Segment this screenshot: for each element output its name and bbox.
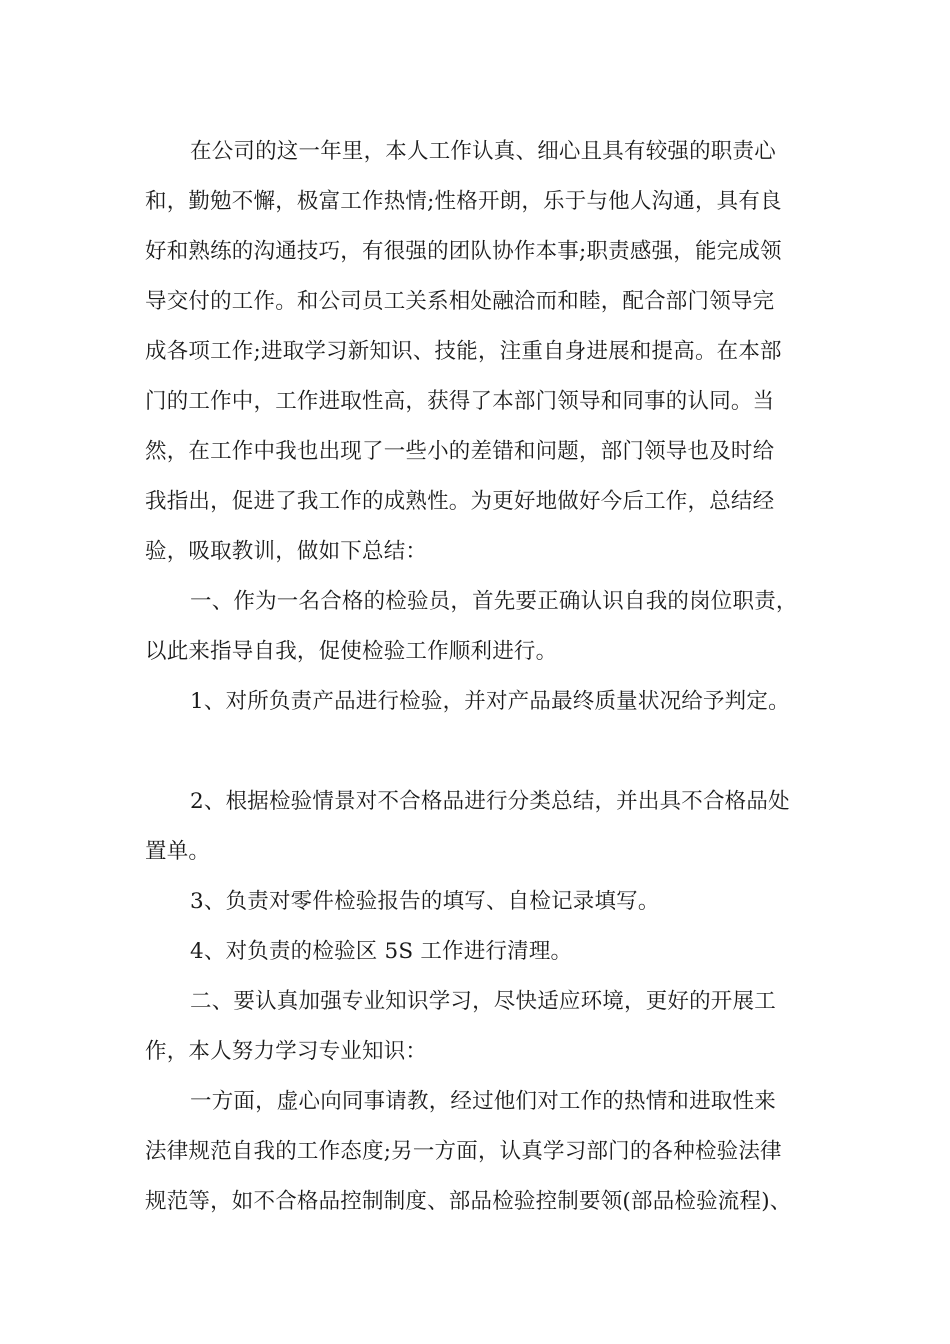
list-item: 1、对所负责产品进行检验，并对产品最终质量状况给予判定。 <box>190 689 790 714</box>
paragraph-line: 规范等，如不合格品控制制度、部品检验控制要领(部品检验流程)、 <box>145 1189 792 1214</box>
paragraph-line: 我指出，促进了我工作的成熟性。为更好地做好今后工作，总结经 <box>145 489 775 514</box>
list-item: 2、根据检验情景对不合格品进行分类总结，并出具不合格品处 <box>190 789 790 814</box>
list-item: 3、负责对零件检验报告的填写、自检记录填写。 <box>190 889 660 914</box>
paragraph-line: 好和熟练的沟通技巧，有很强的团队协作本事;职责感强，能完成领 <box>145 239 782 264</box>
paragraph-line: 法律规范自我的工作态度;另一方面，认真学习部门的各种检验法律 <box>145 1139 782 1164</box>
paragraph-line: 导交付的工作。和公司员工关系相处融洽而和睦，配合部门领导完 <box>145 289 775 314</box>
paragraph-line: 一方面，虚心向同事请教，经过他们对工作的热情和进取性来 <box>190 1089 776 1114</box>
section-heading-line: 二、要认真加强专业知识学习，尽快适应环境，更好的开展工 <box>190 989 776 1014</box>
section-heading-line: 一、作为一名合格的检验员，首先要正确认识自我的岗位职责， <box>190 589 798 614</box>
list-item-continuation: 置单。 <box>145 839 211 864</box>
paragraph-line: 成各项工作;进取学习新知识、技能，注重自身进展和提高。在本部 <box>145 339 782 364</box>
paragraph-line: 作，本人努力学习专业知识： <box>145 1039 428 1064</box>
paragraph-line: 在公司的这一年里，本人工作认真、细心且具有较强的职责心 <box>190 139 776 164</box>
paragraph-line: 然，在工作中我也出现了一些小的差错和问题，部门领导也及时给 <box>145 439 775 464</box>
paragraph-line: 验，吸取教训，做如下总结： <box>145 539 428 564</box>
list-item: 4、对负责的检验区 5S 工作进行清理。 <box>190 939 573 964</box>
paragraph-line: 以此来指导自我，促使检验工作顺利进行。 <box>145 639 558 664</box>
paragraph-line: 门的工作中，工作进取性高，获得了本部门领导和同事的认同。当 <box>145 389 775 414</box>
paragraph-line: 和，勤勉不懈，极富工作热情;性格开朗，乐于与他人沟通，具有良 <box>145 189 782 214</box>
